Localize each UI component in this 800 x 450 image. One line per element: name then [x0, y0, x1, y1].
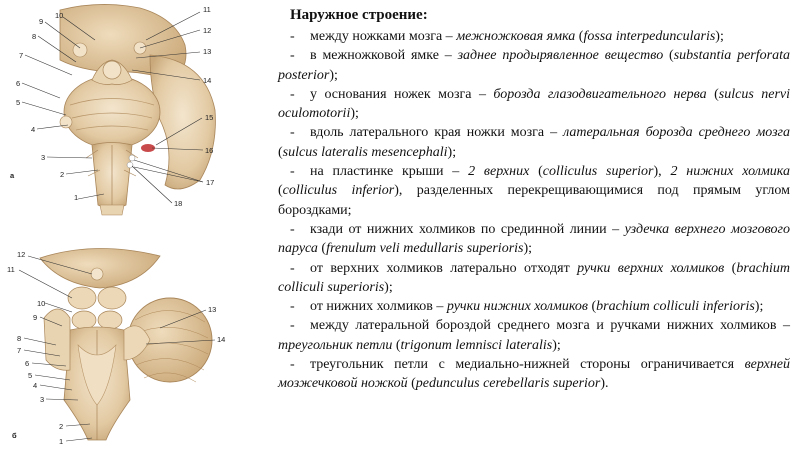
fig-b-label-3: 3 — [40, 395, 45, 404]
term-italic: fossa interpeduncularis — [583, 29, 716, 44]
term-italic: заднее продырявленное вещество — [457, 48, 664, 64]
fig-a-label-9: 9 — [39, 17, 44, 26]
term-italic: colliculus inferior — [282, 183, 395, 199]
item-text: ); — [523, 241, 533, 257]
item-text: от нижних холмиков – — [310, 299, 447, 315]
list-item — [278, 162, 790, 220]
item-text: ); — [329, 67, 338, 83]
list-item — [278, 85, 790, 124]
term-italic: trigonum lemnisci lateralis — [400, 337, 553, 353]
fig-a-label-1: 1 — [74, 193, 79, 202]
term-italic: треугольник петли — [278, 337, 393, 353]
fig-a-label-16: 16 — [205, 146, 214, 155]
term-italic: ручки нижних холмиков — [446, 299, 588, 315]
fig-b-label-5: 5 — [28, 371, 33, 380]
item-text: ( — [529, 164, 543, 180]
term-italic: уздечка верхнего мозгового паруса — [278, 221, 790, 257]
list-item — [278, 297, 790, 316]
item-text: ( — [724, 260, 737, 276]
term-italic: frenulum veli medullaris superioris — [326, 241, 524, 257]
bullet-dash: - — [290, 48, 295, 64]
bullet-dash: - — [290, 164, 295, 180]
anatomy-illustration — [0, 0, 262, 450]
list-item — [278, 259, 790, 298]
item-text: у основания ножек мозга – — [310, 86, 494, 102]
fig-b-label-12: 12 — [17, 250, 26, 259]
fig-b-label-8: 8 — [17, 334, 22, 343]
term-italic: ручки верхних холмиков — [577, 260, 725, 276]
description-text — [278, 6, 790, 394]
item-text: ( — [278, 144, 283, 160]
item-text: ( — [407, 376, 416, 392]
fig-b-label-9: 9 — [33, 313, 38, 322]
item-text: ); — [447, 144, 457, 160]
fig-a-label-14: 14 — [203, 76, 212, 85]
section-heading: Наружное строение: — [290, 7, 428, 23]
term-italic: межножковая ямка — [456, 29, 576, 44]
fig-a-label-6: 6 — [16, 79, 21, 88]
fig-a-label-4: 4 — [31, 125, 36, 134]
fig-b-label-1: 1 — [59, 437, 64, 446]
item-text: на пластинке крыши – — [310, 164, 469, 180]
fig-a-label-5: 5 — [16, 98, 21, 107]
item-text: ( — [706, 86, 719, 102]
item-text: ( — [587, 299, 597, 315]
fig-a-label-3: 3 — [41, 153, 46, 162]
term-italic: brachium colliculi inferioris — [596, 299, 755, 315]
fig-a-label-15: 15 — [205, 113, 214, 122]
item-text: ( — [278, 183, 283, 199]
bullet-dash: - — [290, 357, 295, 373]
item-text: ( — [317, 241, 327, 257]
fig-b-label-7: 7 — [17, 346, 22, 355]
term-italic: substantia perforata posterior — [278, 48, 790, 83]
item-text: треугольник петли с медиально-нижней стороны ограничивается — [310, 357, 745, 373]
bullet-dash: - — [290, 86, 295, 102]
list-item — [278, 220, 790, 259]
term-italic: латеральная борозда среднего мозга — [563, 125, 791, 141]
item-text: ); — [384, 279, 393, 295]
bullet-dash: - — [290, 318, 295, 334]
item-text: ); — [350, 106, 359, 122]
item-text: ), разделенных перекрещивающимися под прямым углом бороздками; — [278, 183, 790, 218]
anatomy-figures — [0, 0, 262, 450]
list-item — [278, 123, 790, 162]
list-item — [278, 355, 790, 394]
item-text: ( — [575, 29, 584, 44]
term-italic: 2 нижних холмика — [670, 164, 790, 180]
term-italic: борозда глазодвигательного нерва — [493, 86, 707, 102]
fig-a-label-8: 8 — [32, 32, 37, 41]
fig-b-label-11: 11 — [7, 265, 15, 274]
item-text: между латеральной бороздой среднего мозга и ручками нижних холмиков – — [310, 318, 790, 334]
bullet-dash: - — [290, 299, 295, 315]
fig-a-label-7: 7 — [19, 51, 24, 60]
term-italic: верхней мозжечковой ножкой — [278, 357, 790, 392]
item-text: ( — [392, 337, 401, 353]
item-text: ). — [600, 376, 609, 392]
fig-b-label-4: 4 — [33, 381, 38, 390]
fig-b-label-14: 14 — [217, 335, 226, 344]
item-text: ); — [715, 29, 724, 44]
term-italic: sulcus lateralis mesencephali — [282, 144, 448, 160]
term-italic: 2 верхних — [468, 164, 530, 180]
item-text: в межножковой ямке – — [310, 48, 458, 64]
fig-a-label-18: 18 — [174, 199, 183, 208]
list-item — [278, 46, 790, 85]
fig-a-label-12: 12 — [203, 26, 212, 35]
term-italic: brachium colliculi superioris — [278, 260, 790, 295]
bullet-dash: - — [290, 29, 295, 44]
bullet-dash: - — [290, 221, 295, 237]
fig-a-label-2: 2 — [60, 170, 65, 179]
fig-b-label-13: 13 — [208, 305, 217, 314]
term-italic: pedunculus cerebellaris superior — [415, 376, 601, 392]
figure-b-brainstem — [40, 248, 212, 440]
item-text: ( — [663, 48, 674, 64]
fig-a-label-10: 10 — [55, 11, 64, 20]
fig-a-label-11: 11 — [203, 5, 211, 14]
item-text: от верхних холмиков латерально отходят — [310, 260, 578, 276]
feature-list — [278, 27, 790, 394]
item-text: между ножками мозга – — [310, 29, 457, 44]
item-text: вдоль латерального края ножки мозга – — [310, 125, 564, 141]
figure-b-letter: б — [12, 431, 17, 440]
fig-b-label-10: 10 — [37, 299, 46, 308]
figure-a-brainstem — [60, 4, 215, 215]
term-italic: sulcus nervi oculomotorii — [278, 86, 790, 122]
list-item — [278, 316, 790, 355]
item-text: ), — [653, 164, 671, 180]
fig-b-label-2: 2 — [59, 422, 64, 431]
fig-b-label-6: 6 — [25, 359, 30, 368]
fig-a-label-17: 17 — [206, 178, 215, 187]
item-text: ); — [552, 337, 561, 353]
item-text: ); — [754, 299, 764, 315]
figure-a-letter: а — [10, 171, 15, 180]
term-italic: colliculus superior — [542, 164, 654, 180]
bullet-dash: - — [290, 260, 295, 276]
bullet-dash: - — [290, 125, 295, 141]
list-item — [278, 27, 790, 46]
item-text: кзади от нижних холмиков по срединной линии – — [310, 221, 625, 237]
fig-a-label-13: 13 — [203, 47, 212, 56]
